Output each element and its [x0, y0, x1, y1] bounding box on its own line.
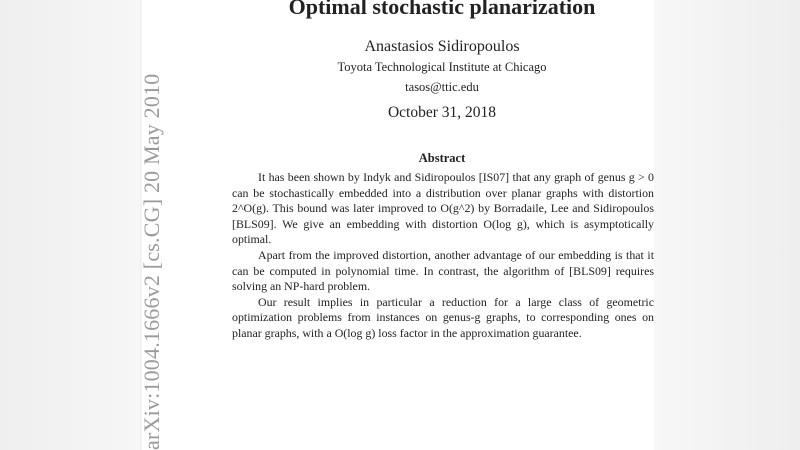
author-email: tasos@ttic.edu	[405, 80, 479, 94]
arxiv-identifier-stamp: arXiv:1004.1666v2 [cs.CG] 20 May 2010	[139, 73, 164, 450]
author-name: Anastasios Sidiropoulos	[364, 38, 520, 55]
abstract-paragraph-2: Apart from the improved distortion, another advantage of our embedding is that it can be computed in polynomial time. In contrast, the algorithm of [BLS09] requires solving an NP-hard problem.	[232, 247, 654, 294]
author-affiliation: Toyota Technological Institute at Chicago	[337, 60, 547, 74]
paper-title: Optimal stochastic planarization	[288, 0, 596, 19]
abstract-body	[232, 170, 654, 342]
paper-date: October 31, 2018	[387, 104, 497, 121]
abstract-heading: Abstract	[418, 151, 466, 165]
left-margin	[0, 0, 140, 450]
abstract-paragraph-1: It has been shown by Indyk and Sidiropoulos [IS07] that any graph of genus g > 0 can be stochastically embedded into a distribution over planar graphs with distortion 2^O(g). This bound was later improved to O(g^2) by Borradaile, Lee and Sidiropoulos [BLS09]. We give an embedding with distortion O(log g), which is asymptotically optimal.	[232, 170, 654, 247]
abstract-paragraph-3: Our result implies in particular a reduction for a large class of geometric optimization problems from instances on genus-g graphs, to corresponding ones on planar graphs, with a O(log g) loss factor in the approximation guarantee.	[232, 294, 654, 340]
